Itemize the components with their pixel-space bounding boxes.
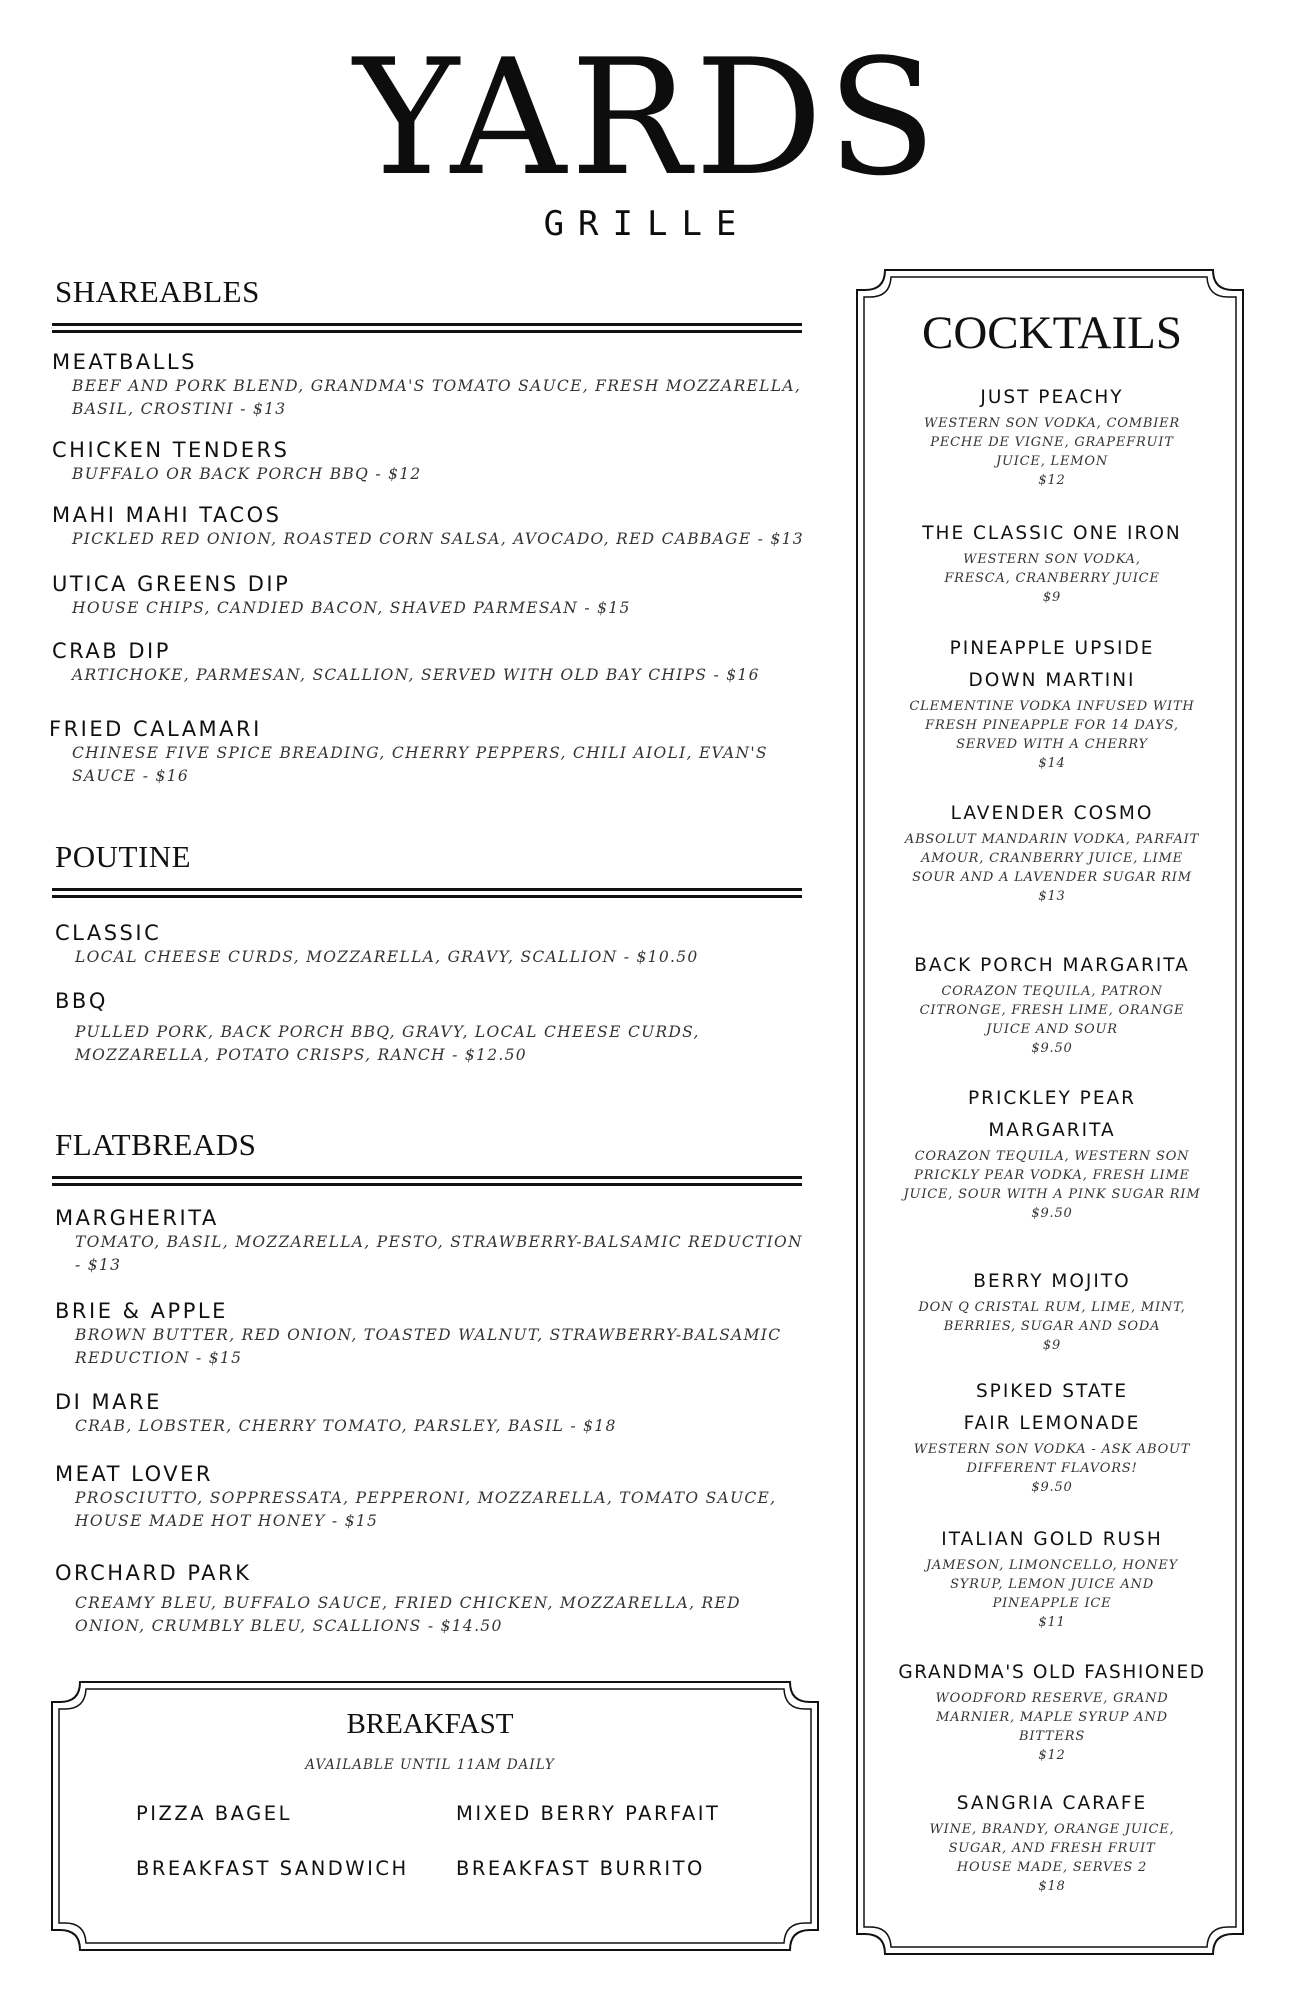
item-name: MARGHERITA — [55, 1206, 219, 1230]
item-description: BROWN BUTTER, RED ONION, TOASTED WALNUT, STRAWBERRY-BALSAMIC REDUCTION - $15 — [75, 1326, 782, 1367]
cocktail-price: $9.50 — [1031, 1041, 1073, 1056]
cocktails-title: COCKTAILS — [922, 307, 1182, 359]
breakfast-item: MIXED BERRY PARFAIT — [456, 1802, 721, 1825]
cocktail-item — [900, 518, 1204, 607]
menu-item — [55, 1461, 795, 1533]
section-title-poutine: POUTINE — [55, 839, 192, 874]
item-name: UTICA GREENS DIP — [52, 572, 291, 596]
item-description: BEEF AND PORK BLEND, GRANDMA'S TOMATO SAUCE, FRESH MOZZARELLA, BASIL, CROSTINI - $13 — [72, 377, 802, 418]
item-description: PICKLED RED ONION, ROASTED CORN SALSA, AVOCADO, RED CABBAGE - $13 — [72, 530, 804, 548]
breakfast-item: PIZZA BAGEL — [136, 1802, 292, 1825]
cocktail-name: SPIKED STATE FAIR LEMONADE — [963, 1381, 1141, 1434]
section-title-flatbreads: FLATBREADS — [55, 1127, 257, 1162]
cocktail-name: JUST PEACHY — [980, 387, 1124, 408]
menu-item — [52, 638, 812, 687]
item-description: CRAB, LOBSTER, CHERRY TOMATO, PARSLEY, BASIL - $18 — [75, 1417, 617, 1435]
menu-item — [55, 1389, 815, 1438]
menu-item — [55, 1205, 815, 1277]
cocktail-name: LAVENDER COSMO — [950, 803, 1154, 824]
menu-item — [55, 1298, 815, 1370]
menu-item — [52, 502, 812, 551]
cocktail-price: $12 — [1038, 1748, 1066, 1763]
item-description: CREAMY BLEU, BUFFALO SAUCE, FRIED CHICKEN, MOZZARELLA, RED ONION, CRUMBLY BLEU, SCALLIONS - $14.50 — [75, 1594, 741, 1635]
item-name: CHICKEN TENDERS — [52, 438, 290, 462]
cocktail-name: GRANDMA'S OLD FASHIONED — [898, 1662, 1206, 1683]
cocktail-price: $14 — [1038, 756, 1066, 771]
item-description: TOMATO, BASIL, MOZZARELLA, PESTO, STRAWBERRY-BALSAMIC REDUCTION - $13 — [75, 1233, 803, 1274]
breakfast-availability: AVAILABLE UNTIL 11AM DAILY — [305, 1757, 555, 1773]
cocktail-item — [900, 1788, 1204, 1896]
item-name: DI MARE — [55, 1390, 162, 1414]
menu-item — [49, 716, 809, 788]
cocktail-item — [890, 1657, 1214, 1765]
menu-item — [52, 437, 812, 486]
cocktail-description: JAMESON, LIMONCELLO, HONEY SYRUP, LEMON JUICE AND PINEAPPLE ICE — [926, 1558, 1178, 1611]
item-name: FRIED CALAMARI — [49, 717, 262, 741]
cocktail-price: $9.50 — [1031, 1480, 1073, 1495]
item-description: CHINESE FIVE SPICE BREADING, CHERRY PEPPERS, CHILI AIOLI, EVAN'S SAUCE - $16 — [72, 744, 768, 785]
cocktail-price: $9 — [1042, 590, 1062, 605]
menu-item — [52, 349, 812, 421]
cocktail-item — [900, 1083, 1204, 1223]
menu-item — [55, 988, 755, 1067]
section-divider — [52, 888, 802, 898]
cocktail-name: BACK PORCH MARGARITA — [914, 955, 1190, 976]
item-name: CLASSIC — [55, 921, 162, 945]
section-divider — [52, 323, 802, 333]
cocktail-name: BERRY MOJITO — [973, 1271, 1131, 1292]
cocktail-price: $18 — [1038, 1879, 1066, 1894]
cocktail-item — [900, 382, 1204, 490]
breakfast-item: BREAKFAST SANDWICH — [136, 1857, 409, 1880]
item-name: BBQ — [55, 989, 108, 1013]
cocktail-name: ITALIAN GOLD RUSH — [941, 1529, 1163, 1550]
item-description: PROSCIUTTO, SOPPRESSATA, PEPPERONI, MOZZARELLA, TOMATO SAUCE, HOUSE MADE HOT HONEY - $15 — [75, 1489, 777, 1530]
cocktail-description: ABSOLUT MANDARIN VODKA, PARFAIT AMOUR, CRANBERRY JUICE, LIME SOUR AND A LAVENDER SUGAR RIM — [904, 832, 1200, 885]
cocktail-item — [900, 1376, 1204, 1497]
breakfast-title: BREAKFAST — [346, 1708, 514, 1740]
cocktail-item — [900, 1266, 1204, 1355]
cocktail-description: WOODFORD RESERVE, GRAND MARNIER, MAPLE SYRUP AND BITTERS — [935, 1691, 1169, 1744]
cocktail-price: $9 — [1042, 1338, 1062, 1353]
cocktail-description: DON Q CRISTAL RUM, LIME, MINT, BERRIES, SUGAR AND SODA — [918, 1300, 1186, 1334]
item-description: BUFFALO OR BACK PORCH BBQ - $12 — [72, 465, 422, 483]
item-name: CRAB DIP — [52, 639, 171, 663]
cocktail-item — [900, 1524, 1204, 1632]
cocktail-item — [900, 798, 1204, 906]
cocktail-description: CLEMENTINE VODKA INFUSED WITH FRESH PINEAPPLE FOR 14 DAYS, SERVED WITH A CHERRY — [909, 699, 1195, 752]
item-name: MEAT LOVER — [55, 1462, 213, 1486]
item-description: ARTICHOKE, PARMESAN, SCALLION, SERVED WITH OLD BAY CHIPS - $16 — [72, 666, 760, 684]
breakfast-item: BREAKFAST BURRITO — [456, 1857, 705, 1880]
cocktail-item — [900, 950, 1204, 1058]
brand-subtitle: GRILLE — [543, 204, 751, 244]
cocktail-item — [900, 633, 1204, 773]
item-name: BRIE & APPLE — [55, 1299, 228, 1323]
menu-item — [52, 571, 812, 620]
section-divider — [52, 1176, 802, 1186]
cocktail-description: WESTERN SON VODKA, FRESCA, CRANBERRY JUICE — [944, 552, 1160, 586]
cocktail-name: SANGRIA CARAFE — [956, 1793, 1148, 1814]
cocktail-description: CORAZON TEQUILA, WESTERN SON PRICKLY PEAR VODKA, FRESH LIME JUICE, SOUR WITH A PINK SUGAR RIM — [903, 1149, 1201, 1202]
cocktail-name: THE CLASSIC ONE IRON — [922, 523, 1182, 544]
section-title-shareables: SHAREABLES — [55, 274, 260, 309]
brand-title: YARDS — [353, 24, 941, 211]
cocktail-description: WESTERN SON VODKA - ASK ABOUT DIFFERENT FLAVORS! — [913, 1442, 1191, 1476]
cocktail-description: CORAZON TEQUILA, PATRON CITRONGE, FRESH LIME, ORANGE JUICE AND SOUR — [919, 984, 1185, 1037]
cocktail-price: $9.50 — [1031, 1206, 1073, 1221]
cocktail-price: $11 — [1038, 1615, 1066, 1630]
item-name: ORCHARD PARK — [55, 1561, 252, 1585]
item-description: PULLED PORK, BACK PORCH BBQ, GRAVY, LOCAL CHEESE CURDS, MOZZARELLA, POTATO CRISPS, RANCH - $12.50 — [75, 1023, 700, 1064]
cocktail-name: PRICKLEY PEAR MARGARITA — [967, 1088, 1137, 1141]
cocktail-name: PINEAPPLE UPSIDE DOWN MARTINI — [949, 638, 1155, 691]
cocktail-description: WESTERN SON VODKA, COMBIER PECHE DE VIGNE, GRAPEFRUIT JUICE, LEMON — [923, 416, 1181, 469]
item-description: HOUSE CHIPS, CANDIED BACON, SHAVED PARMESAN - $15 — [72, 599, 631, 617]
cocktail-description: WINE, BRANDY, ORANGE JUICE, SUGAR, AND FRESH FRUIT HOUSE MADE, SERVES 2 — [929, 1822, 1175, 1875]
cocktail-price: $12 — [1038, 473, 1066, 488]
menu-item — [55, 920, 815, 969]
cocktail-price: $13 — [1038, 889, 1066, 904]
item-description: LOCAL CHEESE CURDS, MOZZARELLA, GRAVY, SCALLION - $10.50 — [75, 948, 699, 966]
item-name: MAHI MAHI TACOS — [52, 503, 282, 527]
menu-item — [55, 1560, 775, 1638]
item-name: MEATBALLS — [52, 350, 197, 374]
